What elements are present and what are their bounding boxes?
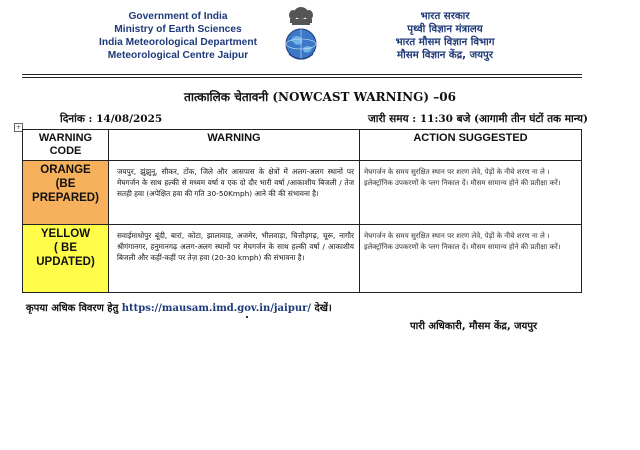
header-english [78, 10, 278, 62]
warning-text: जयपुर, झुंझुनू, सीकर, टोंक, जिले और आसपास के क्षेत्रों में अलग-अलग स्थानों पर मेघगर्जन के साथ हल्की से मध्यम वर्षा व एक दो दौर भारी वर्षा /आकाशीय बिजली / तेज सतही हवा (अपेक्षित हवा की गति 30-50Kmph) आने की की संभावना है। [109, 161, 360, 225]
footnote-prefix: कृपया अधिक विवरण हेतु [26, 303, 122, 314]
warning-code-yellow [23, 225, 109, 293]
header-warning: WARNING [109, 130, 360, 161]
header-english-line: India Meteorological Department [99, 37, 257, 48]
warning-code-label: YELLOW [40, 228, 91, 240]
header-hindi-line: मौसम विज्ञान केंद्र, जयपुर [397, 50, 493, 61]
imd-jaipur-link[interactable]: https://mausam.imd.gov.in/jaipur/ [121, 303, 312, 314]
header-hindi-line: भारत सरकार [420, 11, 470, 22]
table-header-row [23, 130, 582, 161]
header-english-line: Meteorological Centre Jaipur [107, 50, 249, 61]
imd-emblem-icon [281, 4, 321, 66]
table-row [23, 161, 582, 225]
signature: पारी अधिकारी, मौसम केंद्र, जयपुर [410, 321, 538, 332]
header-warning-code: WARNING CODE [23, 130, 109, 161]
warning-code-note: (BE PREPARED) [32, 178, 99, 204]
header-action: ACTION SUGGESTED [360, 130, 582, 161]
warning-text: सवाईमाधोपुर बूंदी, बारां, कोटा, झालावाड़, अजमेर, भीलवाड़ा, चित्तौड़गढ़, चूरू, नागौर श्रीगंगानगर, हनुमानगढ़ अलग-अलग स्थानों पर मेघगर्जन के साथ हल्की वर्षा / आकाशीय बिजली और कहीं-कहीं पर तेज़ हवा (20-30 kmph) की संभावना है। [109, 225, 360, 293]
page-title: तात्कालिक चेतावनी (NOWCAST WARNING) –06 [184, 90, 456, 104]
header-hindi-line: पृथ्वी विज्ञान मंत्रालय [407, 24, 483, 35]
footnote-suffix: देखें। [311, 303, 332, 314]
header-hindi-line: भारत मौसम विज्ञान विभाग [395, 37, 495, 48]
table-row [23, 225, 582, 293]
header-hindi [360, 10, 530, 62]
warning-code-note: ( BE UPDATED) [36, 242, 95, 268]
action-text: मेघगर्जन के समय सुरक्षित स्थान पर शरण लेवे, पेड़ों के नीचे शरण ना ले । इलेक्ट्रॉनिक उपकरणों के प्लग निकाल दें। मौसम सामान्य होने की प्रतीक्षा करें। [360, 161, 582, 225]
header-divider [22, 77, 582, 78]
table-move-handle-icon[interactable]: + [15, 124, 22, 131]
action-text: मेघगर्जन के समय सुरक्षित स्थान पर शरण लेवे, पेड़ों के नीचे शरण ना ले । इलेक्ट्रॉनिक उपकरणों के प्लग निकाल दें। मौसम सामान्य होने की प्रतीक्षा करें। [360, 225, 582, 293]
issue-time-label: जारी समय : 11:30 बजे (आगामी तीन घंटों तक मान्य) [368, 113, 588, 125]
warning-code-label: ORANGE [40, 164, 91, 176]
header-english-line: Government of India [128, 11, 228, 22]
warning-table [22, 129, 582, 293]
header-divider [22, 74, 582, 75]
date-label: दिनांक : 14/08/2025 [60, 113, 163, 125]
warning-code-orange [23, 161, 109, 225]
footnote [26, 300, 332, 314]
header-english-line: Ministry of Earth Sciences [114, 24, 242, 35]
stray-dot [246, 316, 248, 318]
